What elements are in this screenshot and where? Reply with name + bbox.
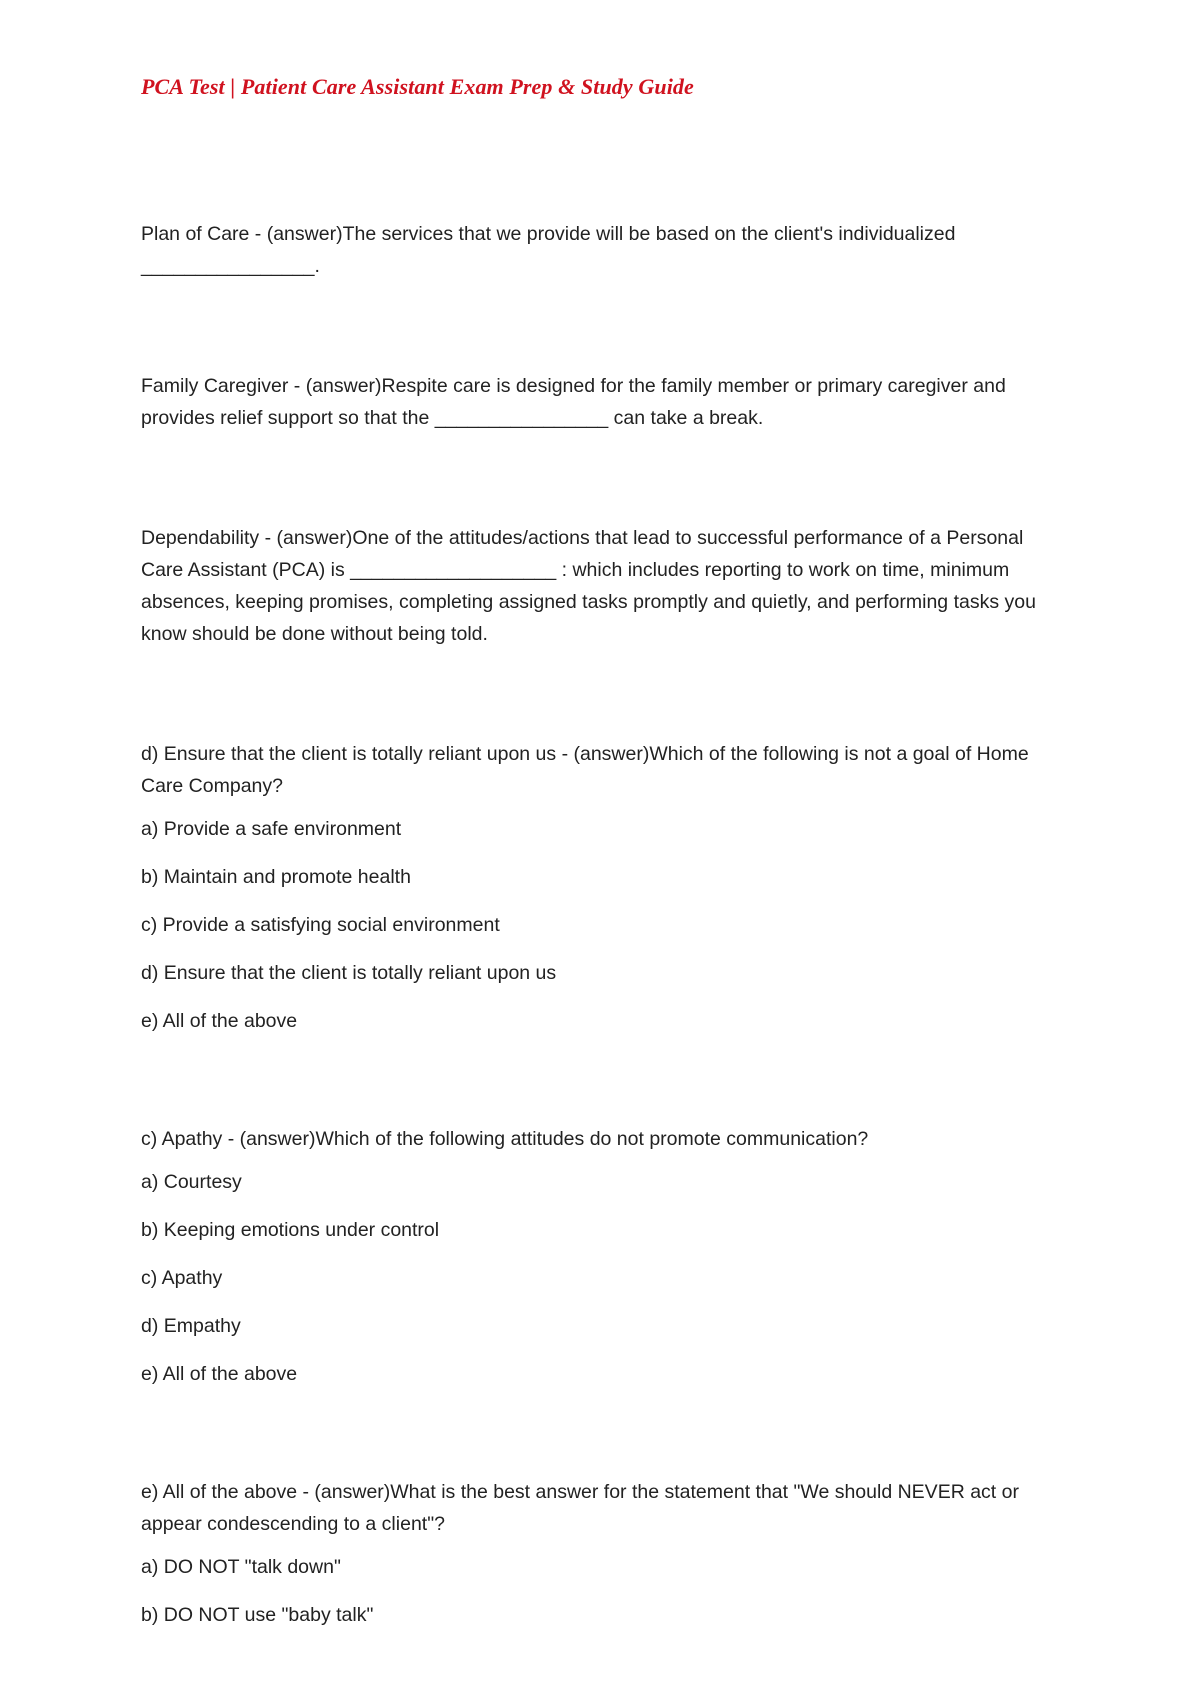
answer-option: b) DO NOT use "baby talk" <box>141 1604 374 1626</box>
answer-option: a) Courtesy <box>141 1171 242 1193</box>
answer-option: b) Maintain and promote health <box>141 866 411 888</box>
answer-options <box>141 1170 1066 1386</box>
qa-text: Family Caregiver - (answer)Respite care is designed for the family member or primary caregiver and provides relief support so that the ________________ can take a break. <box>141 375 1006 429</box>
answer-option: d) Ensure that the client is totally reliant upon us <box>141 962 557 984</box>
qa-entry-plan-of-care <box>141 218 1066 282</box>
answer-option: a) DO NOT "talk down" <box>141 1556 341 1578</box>
qa-entry-home-care-goal <box>141 738 1066 1033</box>
answer-options <box>141 1555 1066 1627</box>
document-body <box>141 218 1066 1627</box>
qa-text: c) Apathy - (answer)Which of the following attitudes do not promote communication? <box>141 1128 869 1150</box>
qa-text: e) All of the above - (answer)What is the best answer for the statement that "We should NEVER act or appear condescending to a client"? <box>141 1481 1019 1535</box>
answer-option: e) All of the above <box>141 1363 298 1385</box>
answer-option: c) Provide a satisfying social environment <box>141 914 500 936</box>
qa-entry-condescending <box>141 1476 1066 1627</box>
qa-entry-apathy <box>141 1123 1066 1386</box>
qa-text: d) Ensure that the client is totally reliant upon us - (answer)Which of the following is not a goal of Home Care Company? <box>141 743 1029 797</box>
qa-entry-family-caregiver <box>141 370 1066 434</box>
answer-option: a) Provide a safe environment <box>141 818 402 840</box>
qa-text: Plan of Care - (answer)The services that we provide will be based on the client's individualized ________________. <box>141 223 956 277</box>
answer-option: b) Keeping emotions under control <box>141 1219 440 1241</box>
answer-option: d) Empathy <box>141 1315 241 1337</box>
qa-text: Dependability - (answer)One of the attitudes/actions that lead to successful performance of a Personal Care Assistant (PCA) is ___________________ : which includes reporting to work on time, minimum absences, keeping promises, completing assigned tasks promptly and quietly, and performing tasks you know should be done without being told. <box>141 527 1036 645</box>
answer-option: e) All of the above <box>141 1010 298 1032</box>
answer-options <box>141 817 1066 1033</box>
document-title: PCA Test | Patient Care Assistant Exam Prep & Study Guide <box>141 74 694 99</box>
qa-entry-dependability <box>141 522 1066 650</box>
answer-option: c) Apathy <box>141 1267 223 1289</box>
